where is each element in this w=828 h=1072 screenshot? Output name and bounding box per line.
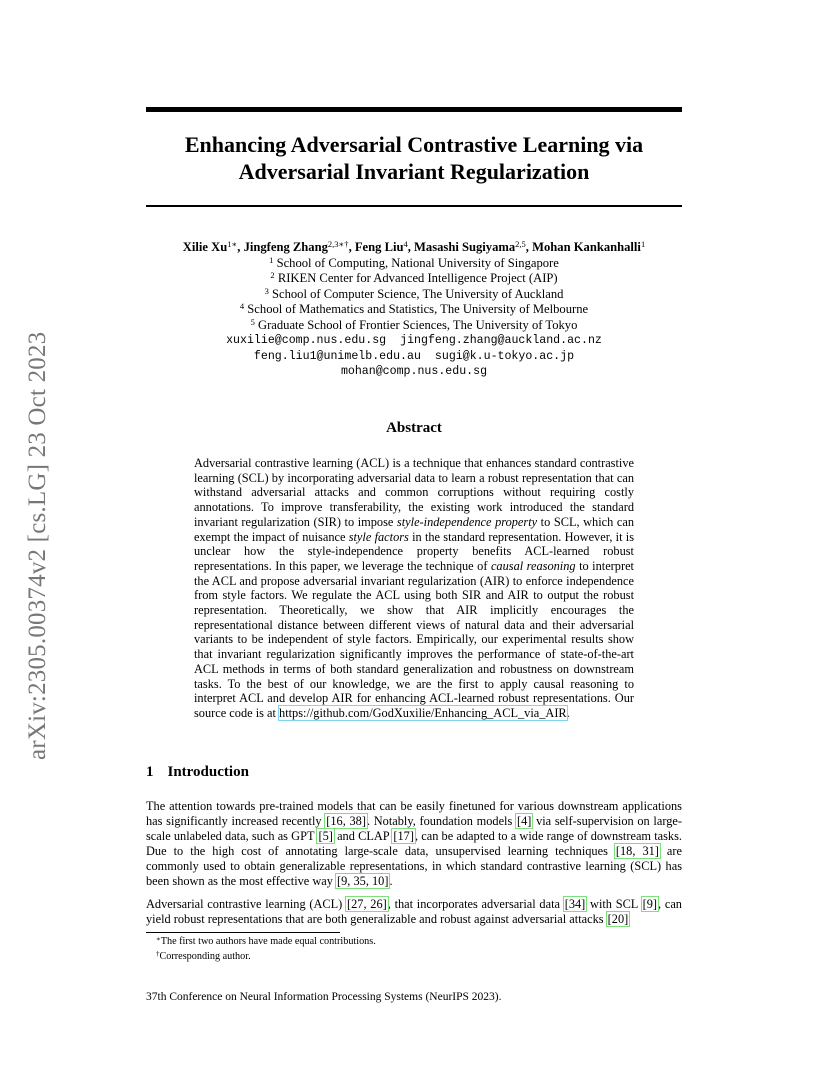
- abstract-text: Adversarial contrastive learning (ACL) is a technique that enhances standard contrastive learning (SCL) by incorporating adversarial data to learn a robust representation that can withstand adversarial attacks and common corruptions without requiring costly annotations. To improve transferability, the existing work introduced the standard invariant regularization (SIR) to impose: [194, 456, 634, 529]
- affil-text: School of Mathematics and Statistics, The University of Melbourne: [247, 302, 589, 316]
- author-affil-sup: 2,5: [515, 239, 526, 249]
- venue-note: 37th Conference on Neural Information Processing Systems (NeurIPS 2023).: [146, 991, 502, 1003]
- para-text: with SCL: [586, 897, 642, 911]
- footnote-mark: †: [156, 950, 160, 958]
- email: xuxilie@comp.nus.edu.sg: [226, 334, 387, 347]
- affil-sup: 1: [269, 254, 274, 265]
- footnote-text: The first two authors have made equal contributions.: [160, 936, 376, 947]
- citation-link[interactable]: [9, 35, 10]: [337, 873, 389, 888]
- affiliation: [146, 318, 682, 334]
- affil-sup: 5: [250, 316, 255, 327]
- para-text: are commonly used to obtain generalizable representations, in which standard contrastive learning (SCL) has been shown as the most effective way: [146, 843, 682, 888]
- author-affil-sup: 4: [403, 239, 408, 249]
- title-bottom-rule: [146, 205, 682, 207]
- author-name: Masashi Sugiyama: [414, 240, 516, 254]
- email-row: [146, 333, 682, 349]
- affiliation: [146, 271, 682, 287]
- para-text: , can yield robust representations that are both generalizable and robust against adversarial attacks: [146, 897, 682, 926]
- affiliation: [146, 256, 682, 272]
- affiliation: [146, 302, 682, 318]
- footnote: [156, 936, 376, 948]
- abstract-emphasis: style-independence property: [396, 514, 538, 529]
- para-text: via self-supervision on large-scale unlabeled data, such as GPT: [146, 813, 682, 843]
- para-text: Adversarial contrastive learning (ACL): [146, 897, 347, 911]
- abstract-body: [194, 456, 634, 721]
- citation-link[interactable]: [9]: [642, 897, 658, 911]
- section-number: 1: [146, 764, 154, 780]
- footnote-text: Corresponding author.: [159, 951, 251, 962]
- intro-paragraph-1: [146, 799, 682, 888]
- intro-paragraph-2: [146, 897, 682, 927]
- citation-link[interactable]: [34]: [564, 897, 586, 911]
- author-name: Jingfeng Zhang: [243, 240, 328, 254]
- section-title: Introduction: [167, 764, 249, 780]
- para-text: , that incorporates adversarial data: [387, 897, 564, 911]
- email-row: [146, 349, 682, 365]
- citation-link[interactable]: [20]: [607, 911, 629, 926]
- source-code-link[interactable]: https://github.com/GodXuxilie/Enhancing_ACL_via_AIR: [279, 705, 567, 720]
- affil-text: RIKEN Center for Advanced Intelligence Project (AIP): [277, 271, 558, 285]
- author-affil-sup: 2,3∗†: [327, 239, 349, 249]
- para-text: and CLAP: [333, 828, 393, 843]
- affil-text: School of Computing, National University of Singapore: [276, 255, 559, 270]
- author-name: Feng Liu: [354, 240, 404, 254]
- footnote: [156, 951, 251, 963]
- abstract-emphasis: causal reasoning: [490, 558, 576, 573]
- citation-link[interactable]: [4]: [516, 813, 532, 828]
- affiliation: [146, 287, 682, 303]
- email: jingfeng.zhang@auckland.ac.nz: [400, 334, 602, 347]
- affil-sup: 2: [270, 270, 275, 280]
- author-affil-sup: 1: [640, 239, 646, 249]
- footnote-rule: [146, 932, 340, 933]
- abstract-emphasis: style factors: [348, 529, 409, 544]
- para-text: .: [389, 873, 393, 888]
- abstract-text: .: [566, 705, 570, 720]
- paper-title: [146, 131, 682, 185]
- author-names: Xilie $Xu^{1∗}$, Jingfeng Zhang$^{2,3∗\dagger}$, Feng Liu$^4$, Masashi Sugiyama$^{2,5}$, Mohan Kankanhalli$^1$: [182, 239, 646, 254]
- section-heading: [146, 764, 263, 781]
- para-text: , can be adapted to a wide range of downstream tasks. Due to the high cost of annotating large-scale data, unsupervised learning techniques: [146, 828, 682, 858]
- author-name: Xilie Xu: [182, 240, 228, 254]
- author-block: [146, 240, 682, 380]
- title-line-2: Adversarial Invariant Regularization: [238, 159, 590, 184]
- para-text: The attention towards pre-trained models that can be easily finetuned for various downstream applications has significantly increased recently: [146, 799, 682, 828]
- author-affil-sup: 1∗: [227, 239, 238, 249]
- abstract-text: to SCL, which can exempt the impact of nuisance: [194, 514, 634, 544]
- email: mohan@comp.nus.edu.sg: [340, 365, 488, 378]
- footnote-mark: ∗: [156, 935, 161, 943]
- citation-link[interactable]: [16, 38]: [326, 813, 366, 828]
- affil-sup: 3: [264, 285, 269, 296]
- email: feng.liu1@unimelb.edu.au: [253, 349, 421, 363]
- abstract-text: to interpret the ACL and propose adversarial invariant regularization (AIR) to enforce independence from style factors. We regulate the ACL using both SIR and AIR to output the robust representation. Theoretically, we show that AIR implicitly encourages the representational distance between different views of natural data and their adversarial variants to be independent of style factors. Empirically, our experimental results show that invariant regularization significantly improves the performance of state-of-the-art ACL methods in terms of both standard generalization and robustness on downstream tasks. To the best of our knowledge, we are the first to apply causal reasoning to interpret ACL and develop AIR for enhancing ACL-learned robust representations. Our source code is at: [194, 558, 634, 720]
- author-name: Mohan Kankanhalli: [532, 240, 641, 254]
- email: sugi@k.u-tokyo.ac.jp: [434, 349, 575, 363]
- citation-link[interactable]: [17]: [393, 828, 414, 843]
- abstract-text: in the standard representation. However, it is unclear how the style-independence property benefits ACL-learned robust representations. In this paper, we leverage the technique of: [194, 529, 634, 573]
- abstract-heading: Abstract: [386, 420, 442, 436]
- arxiv-stamp: arXiv:2305.00374v2 [cs.LG] 23 Oct 2023: [24, 331, 51, 760]
- email-row: [146, 364, 682, 380]
- affil-text: School of Computer Science, The University of Auckland: [271, 286, 564, 301]
- citation-link[interactable]: [5]: [318, 828, 333, 843]
- affil-text: Graduate School of Frontier Sciences, The University of Tokyo: [258, 317, 578, 332]
- title-line-1: Enhancing Adversarial Contrastive Learning via: [184, 132, 644, 157]
- citation-link[interactable]: [18, 31]: [615, 843, 659, 858]
- title-top-rule: [146, 107, 682, 112]
- affil-sup: 4: [239, 301, 245, 311]
- para-text: . Notably, foundation models: [366, 813, 516, 828]
- citation-link[interactable]: [27, 26]: [347, 897, 387, 911]
